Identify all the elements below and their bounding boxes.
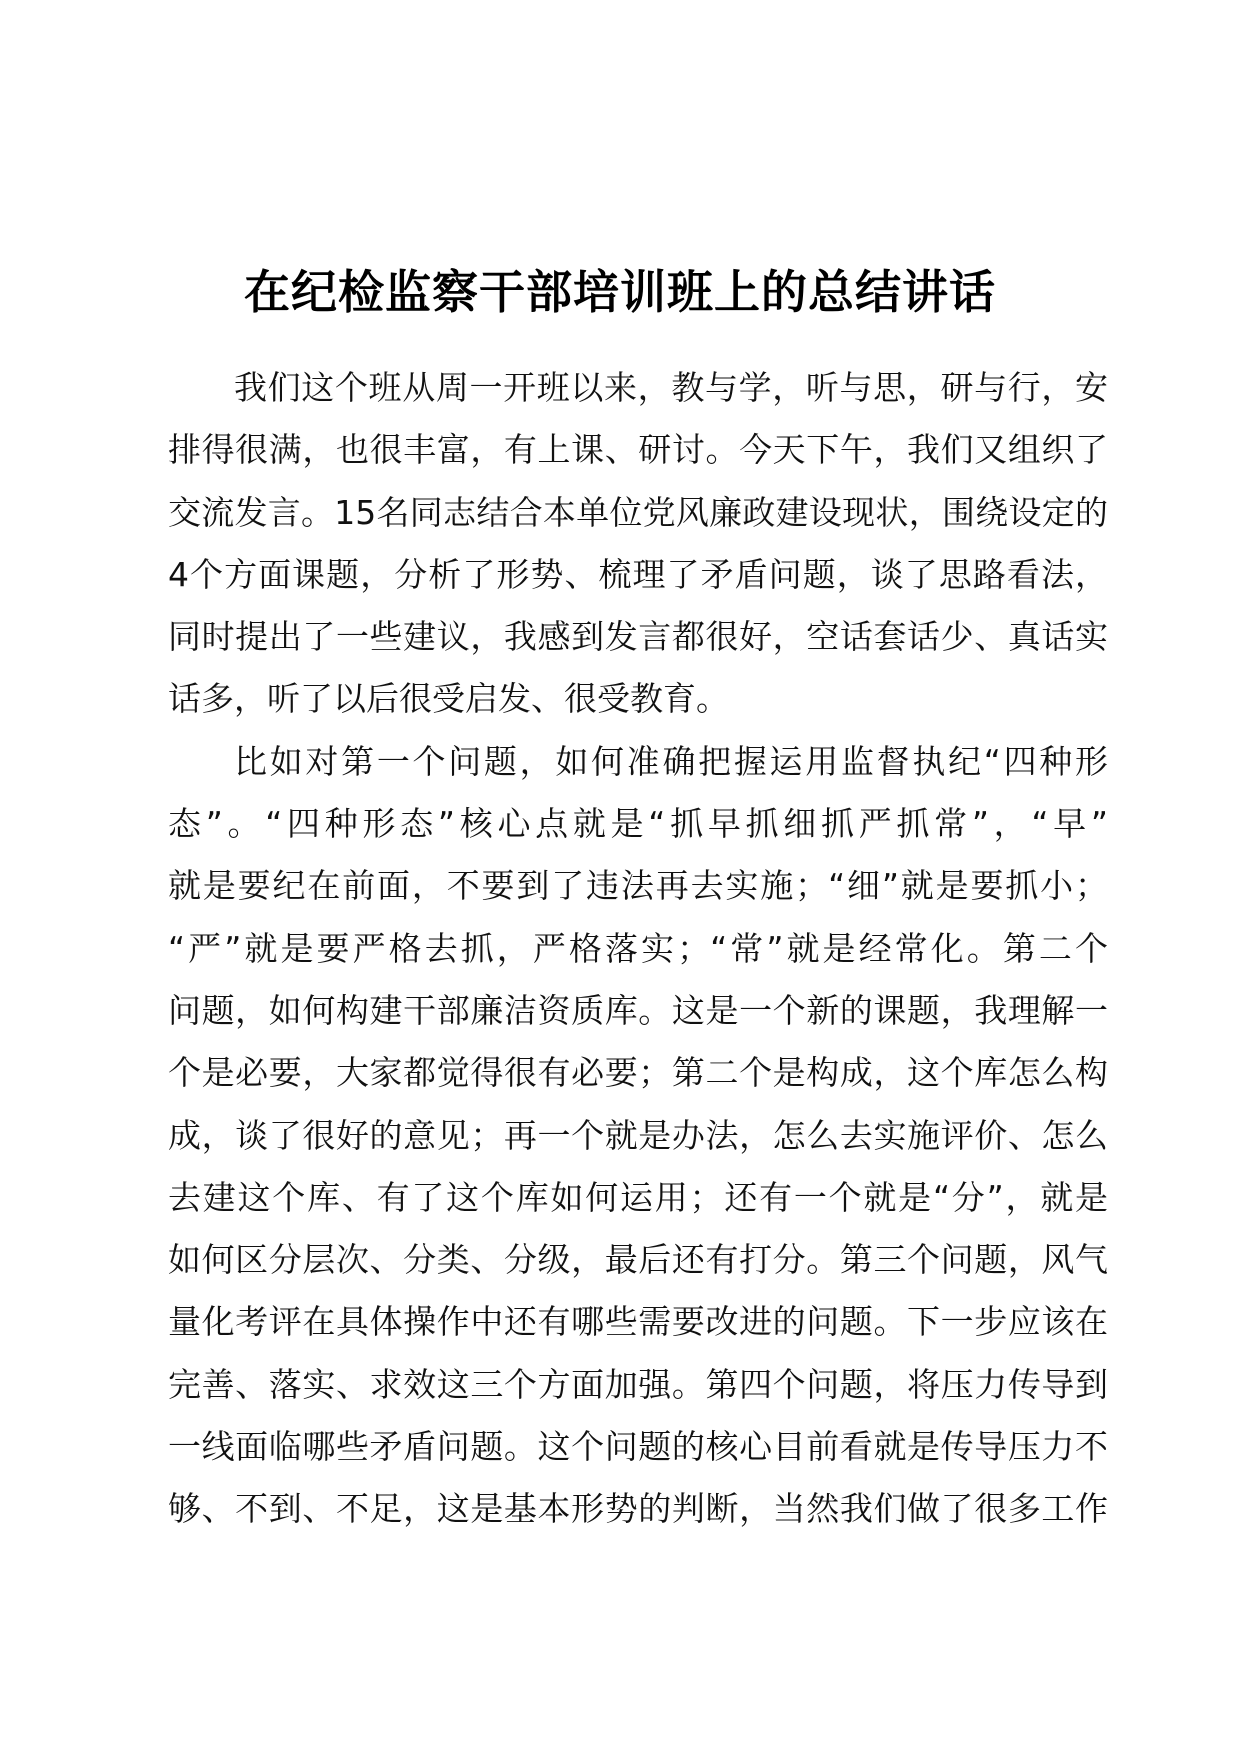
paragraph-line: 一线面临哪些矛盾问题。这个问题的核心目前看就是传导压力不 xyxy=(168,1427,1108,1467)
paragraph-line: 比如对第一个问题，如何准确把握运用监督执纪“四种形 xyxy=(234,741,1108,781)
paragraph-line: “严”就是要严格去抓，严格落实；“常”就是经常化。第二个 xyxy=(168,928,1108,968)
paragraph-line: 问题，如何构建干部廉洁资质库。这是一个新的课题，我理解一 xyxy=(168,990,1108,1030)
paragraph-line: 就是要纪在前面，不要到了违法再去实施；“细”就是要抓小； xyxy=(168,866,1108,906)
paragraph-line: 量化考评在具体操作中还有哪些需要改进的问题。下一步应该在 xyxy=(168,1302,1108,1342)
paragraph-line: 我们这个班从周一开班以来，教与学，听与思，研与行，安 xyxy=(234,368,1108,407)
paragraph-line: 如何区分层次、分类、分级，最后还有打分。第三个问题，风气 xyxy=(168,1240,1108,1280)
paragraph-line: 态”。“四种形态”核心点就是“抓早抓细抓严抓常”，“早” xyxy=(168,804,1108,844)
paragraph-line: 话多，听了以后很受启发、很受教育。 xyxy=(168,679,729,719)
paragraph-line: 够、不到、不足，这是基本形势的判断，当然我们做了很多工作 xyxy=(168,1489,1108,1529)
paragraph-line: 同时提出了一些建议，我感到发言都很好，空话套话少、真话实 xyxy=(168,617,1108,657)
paragraph-line: 交流发言。15名同志结合本单位党风廉政建设现状，围绕设定的 xyxy=(168,492,1108,532)
paragraph-line: 个是必要，大家都觉得很有必要；第二个是构成，这个库怎么构 xyxy=(168,1053,1108,1093)
document-body xyxy=(168,357,1108,1541)
paragraph-line: 去建这个库、有了这个库如何运用；还有一个就是“分”，就是 xyxy=(168,1177,1108,1217)
document-title: 在纪检监察干部培训班上的总结讲话 xyxy=(244,265,996,319)
paragraph-line: 成，谈了很好的意见；再一个就是办法，怎么去实施评价、怎么 xyxy=(168,1115,1108,1155)
paragraph-line: 排得很满，也很丰富，有上课、研讨。今天下午，我们又组织了 xyxy=(168,430,1108,470)
paragraph-line: 4个方面课题，分析了形势、梳理了矛盾问题，谈了思路看法， xyxy=(168,554,1108,594)
paragraph-line: 完善、落实、求效这三个方面加强。第四个问题，将压力传导到 xyxy=(168,1364,1108,1404)
